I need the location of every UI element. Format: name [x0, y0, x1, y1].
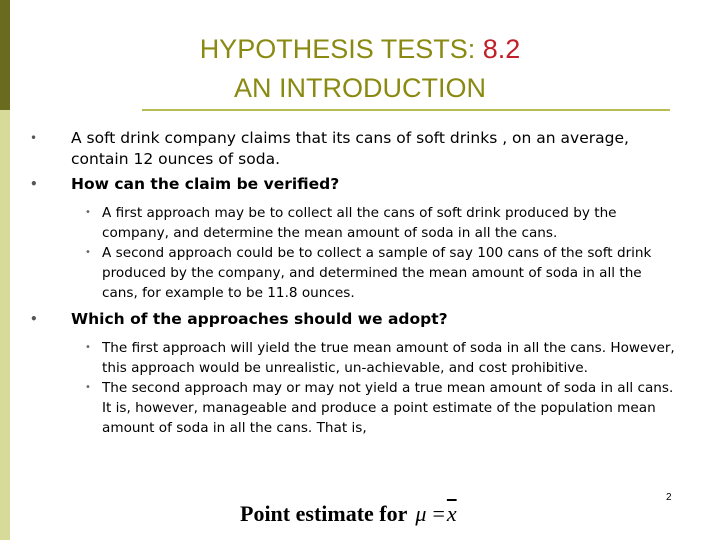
- slide-title: [0, 30, 720, 108]
- bullet-adopt-question: [30, 309, 680, 330]
- bullet-dot-icon: •: [30, 131, 38, 145]
- sub-bullet-second-evaluation: [30, 378, 680, 438]
- bullet-verify-question-text: How can the claim be verified?: [71, 175, 340, 193]
- bullet-dot-icon: •: [30, 312, 38, 326]
- formula-mu-symbol: μ: [415, 501, 427, 526]
- sub-bullet-first-evaluation-text: The first approach will yield the true mean amount of soda in all the cans. However, this approach would be unrealistic, un-achievable, and cost prohibitive.: [102, 340, 675, 376]
- bullet-claim-text: A soft drink company claims that its cans of soft drinks , on an average, contain 12 ounces of soda.: [71, 129, 629, 168]
- sub-bullet-first-evaluation: [30, 338, 680, 378]
- sub-bullet-dot-icon: •: [85, 342, 91, 353]
- bullet-claim: [30, 128, 680, 170]
- point-estimate-formula: [240, 500, 457, 528]
- left-accent-bar-bottom: [0, 110, 10, 540]
- slide-body: [30, 128, 680, 444]
- sub-bullet-first-approach-text: A first approach may be to collect all the cans of soft drink produced by the company, and determine the mean amount of soda in all the cans.: [102, 205, 617, 241]
- slide-title-line-2: AN INTRODUCTION: [234, 73, 486, 103]
- bullet-dot-icon: •: [30, 177, 38, 191]
- formula-equals: =: [432, 501, 445, 526]
- bullet-adopt-question-text: Which of the approaches should we adopt?: [71, 310, 448, 328]
- formula-label: Point estimate for: [240, 501, 408, 526]
- bullet-verify-question: [30, 174, 680, 195]
- slide-title-prefix: HYPOTHESIS TESTS:: [199, 34, 483, 64]
- adopt-discussion-list: [30, 338, 680, 438]
- sub-bullet-second-approach-text: A second approach could be to collect a sample of say 100 cans of the soft drink produced by the company, and determined the mean amount of soda in all the cans, for example to be 11.8 ounces.: [102, 245, 652, 301]
- sub-bullet-dot-icon: •: [85, 382, 91, 393]
- slide-title-line-1: [0, 30, 720, 69]
- sub-bullet-second-approach: [30, 243, 680, 303]
- sub-bullet-second-evaluation-text: The second approach may or may not yield a true mean amount of soda in all cans. It is, however, manageable and produce a point estimate of the population mean amount of soda in all the cans. That is,: [102, 380, 674, 436]
- sub-bullet-first-approach: [30, 203, 680, 243]
- sub-bullet-dot-icon: •: [85, 207, 91, 218]
- slide-title-number: 8.2: [482, 34, 521, 64]
- title-divider: [142, 109, 670, 111]
- page-number: 2: [666, 492, 672, 503]
- formula-x-bar: $\overline{x}$: [446, 501, 457, 526]
- sub-bullet-dot-icon: •: [85, 247, 91, 258]
- verify-approaches-list: [30, 203, 680, 303]
